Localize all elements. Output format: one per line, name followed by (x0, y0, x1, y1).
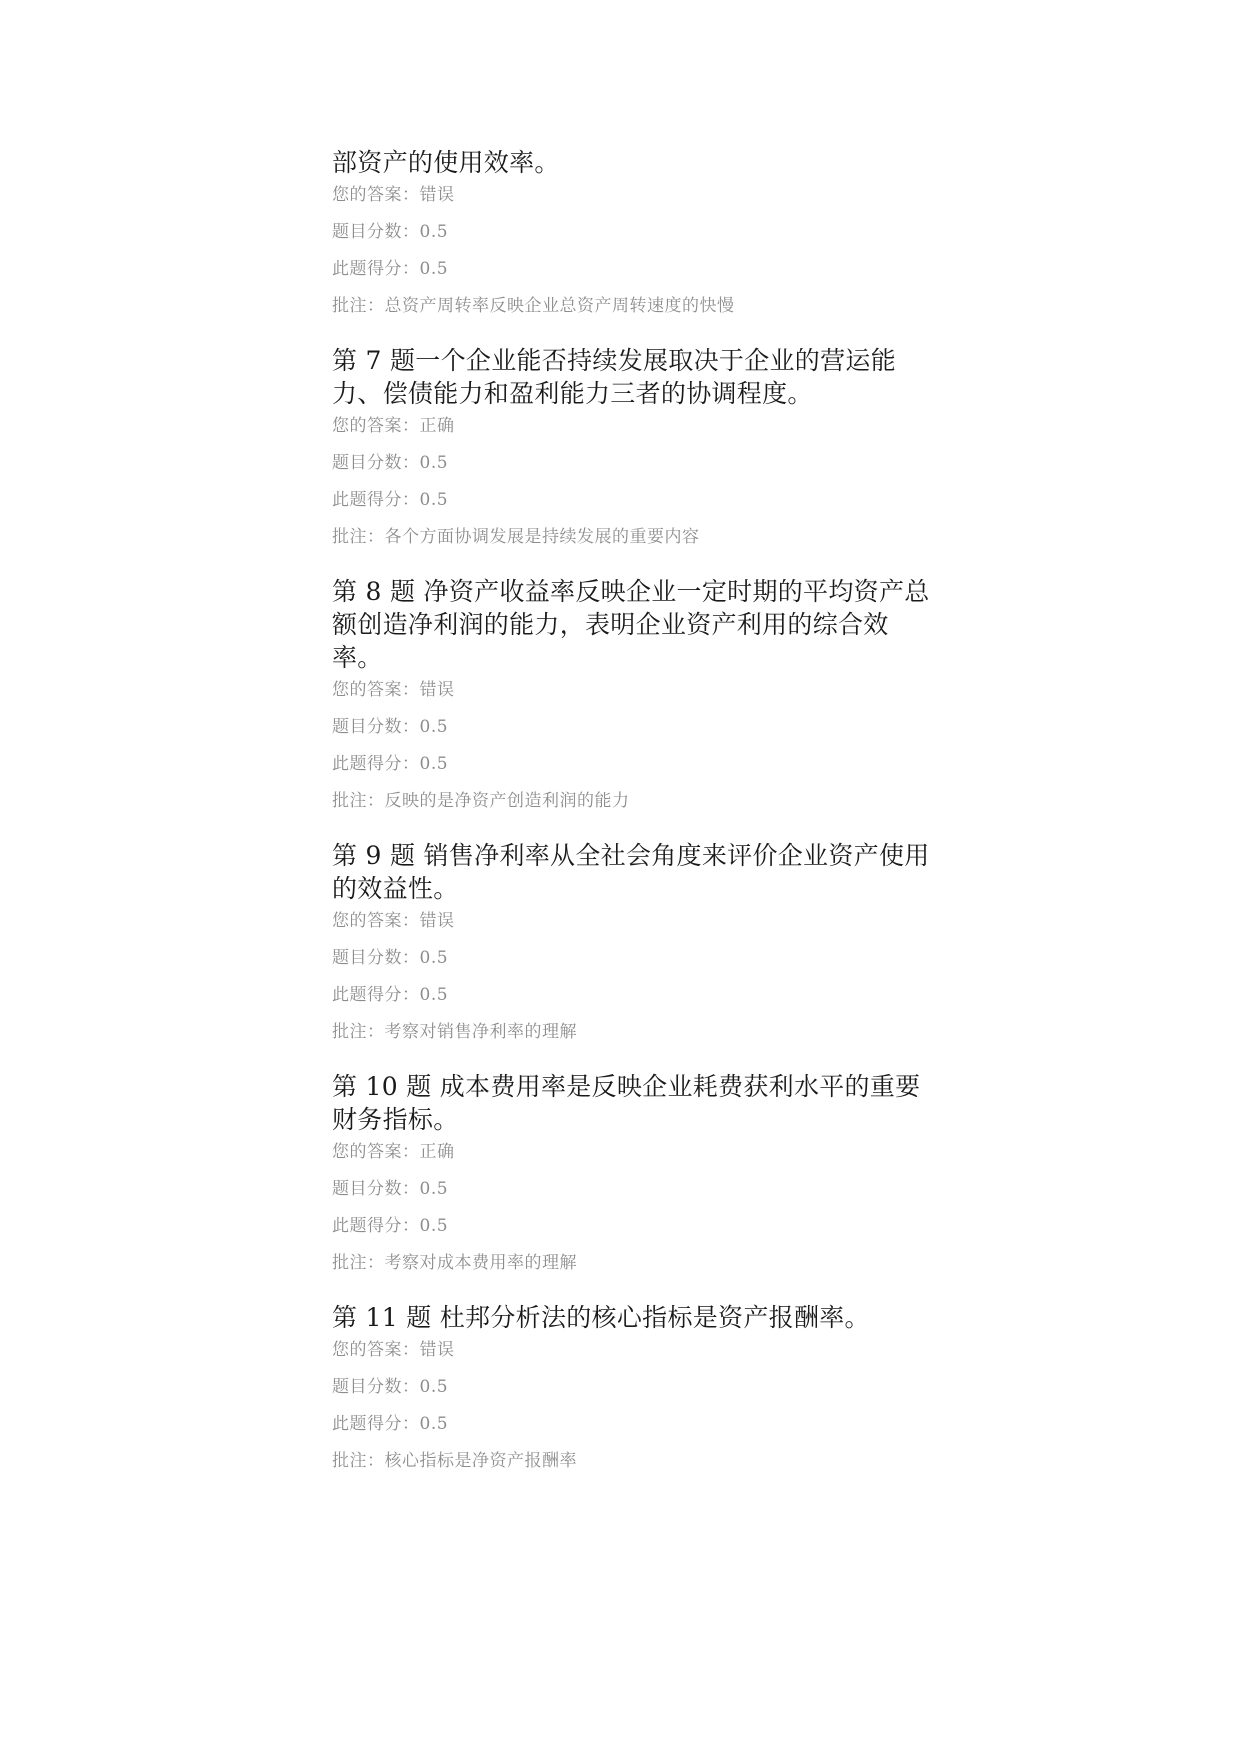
annotation-line (332, 791, 932, 811)
annotation-text: 核心指标是净资产报酬率 (384, 1451, 577, 1471)
your-answer-label: 您的答案： (332, 416, 420, 436)
question-score-value: 0.5 (419, 948, 449, 968)
your-answer-value: 错误 (419, 680, 455, 700)
your-answer-label: 您的答案： (332, 1142, 420, 1162)
annotation-line (332, 1253, 932, 1273)
question-score-line (332, 1377, 932, 1397)
question-text: 第 9 题 销售净利率从全社会角度来评价企业资产使用的效益性。 (332, 841, 930, 903)
your-answer-value: 错误 (419, 1340, 455, 1360)
your-answer-value: 正确 (419, 1142, 455, 1162)
score-earned-value: 0.5 (419, 259, 449, 279)
question-text: 第 10 题 成本费用率是反映企业耗费获利水平的重要财务指标。 (332, 1072, 921, 1134)
your-answer-line (332, 680, 932, 700)
annotation-text: 各个方面协调发展是持续发展的重要内容 (384, 527, 700, 547)
question-score-line (332, 948, 932, 968)
question-block (332, 1301, 932, 1471)
score-earned-line (332, 259, 932, 279)
question-text: 第 8 题 净资产收益率反映企业一定时期的平均资产总额创造净利润的能力，表明企业资产利用的综合效率。 (332, 577, 930, 672)
annotation-text: 反映的是净资产创造利润的能力 (384, 791, 630, 811)
annotation-line (332, 1451, 932, 1471)
question-score-value: 0.5 (419, 717, 449, 737)
annotation-text: 考察对成本费用率的理解 (384, 1253, 577, 1273)
question-score-line (332, 717, 932, 737)
question-text: 第 7 题一个企业能否持续发展取决于企业的营运能力、偿债能力和盈利能力三者的协调程度。 (332, 346, 897, 408)
question-score-value: 0.5 (419, 1377, 449, 1397)
question-score-label: 题目分数： (332, 1377, 420, 1397)
score-earned-label: 此题得分： (332, 259, 420, 279)
question-text: 部资产的使用效率。 (332, 148, 560, 177)
annotation-line (332, 1022, 932, 1042)
question-score-line (332, 222, 932, 242)
score-earned-value: 0.5 (419, 985, 449, 1005)
annotation-label: 批注： (332, 1022, 385, 1042)
score-earned-line (332, 1216, 932, 1236)
question-score-value: 0.5 (419, 1179, 449, 1199)
annotation-label: 批注： (332, 1451, 385, 1471)
question-block (332, 839, 932, 1042)
score-earned-label: 此题得分： (332, 754, 420, 774)
score-earned-label: 此题得分： (332, 1414, 420, 1434)
your-answer-value: 错误 (419, 911, 455, 931)
score-earned-value: 0.5 (419, 754, 449, 774)
score-earned-label: 此题得分： (332, 490, 420, 510)
annotation-label: 批注： (332, 791, 385, 811)
your-answer-line (332, 1142, 932, 1162)
question-score-line (332, 1179, 932, 1199)
score-earned-line (332, 490, 932, 510)
question-score-label: 题目分数： (332, 717, 420, 737)
your-answer-line (332, 911, 932, 931)
your-answer-value: 正确 (419, 416, 455, 436)
annotation-label: 批注： (332, 296, 385, 316)
question-score-label: 题目分数： (332, 1179, 420, 1199)
annotation-text: 考察对销售净利率的理解 (384, 1022, 577, 1042)
score-earned-label: 此题得分： (332, 1216, 420, 1236)
score-earned-label: 此题得分： (332, 985, 420, 1005)
your-answer-label: 您的答案： (332, 911, 420, 931)
question-block (332, 146, 932, 316)
score-earned-value: 0.5 (419, 1216, 449, 1236)
your-answer-value: 错误 (419, 185, 455, 205)
question-score-label: 题目分数： (332, 948, 420, 968)
question-score-label: 题目分数： (332, 222, 420, 242)
score-earned-line (332, 754, 932, 774)
score-earned-line (332, 1414, 932, 1434)
document-page (332, 146, 932, 1499)
annotation-line (332, 527, 932, 547)
question-score-line (332, 453, 932, 473)
question-score-value: 0.5 (419, 453, 449, 473)
question-block (332, 575, 932, 811)
score-earned-value: 0.5 (419, 1414, 449, 1434)
your-answer-label: 您的答案： (332, 680, 420, 700)
annotation-label: 批注： (332, 1253, 385, 1273)
question-block (332, 1070, 932, 1273)
your-answer-label: 您的答案： (332, 185, 420, 205)
question-block (332, 344, 932, 547)
your-answer-line (332, 185, 932, 205)
annotation-text: 总资产周转率反映企业总资产周转速度的快慢 (384, 296, 735, 316)
annotation-line (332, 296, 932, 316)
score-earned-value: 0.5 (419, 490, 449, 510)
score-earned-line (332, 985, 932, 1005)
your-answer-line (332, 416, 932, 436)
question-score-label: 题目分数： (332, 453, 420, 473)
annotation-label: 批注： (332, 527, 385, 547)
question-text: 第 11 题 杜邦分析法的核心指标是资产报酬率。 (332, 1303, 870, 1332)
your-answer-label: 您的答案： (332, 1340, 420, 1360)
your-answer-line (332, 1340, 932, 1360)
question-score-value: 0.5 (419, 222, 449, 242)
